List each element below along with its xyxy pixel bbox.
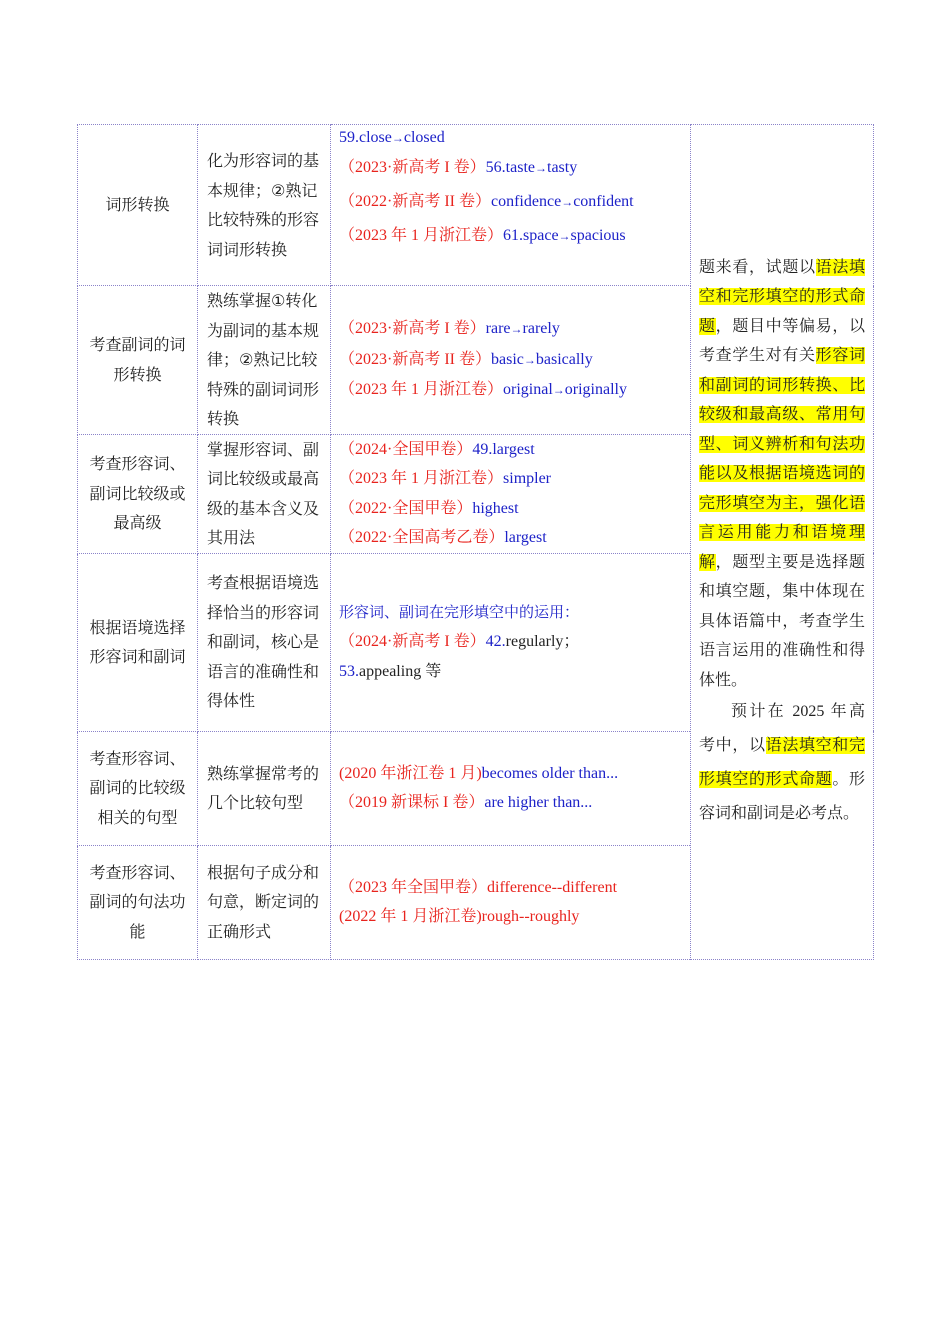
- examples-cell: [331, 553, 691, 731]
- requirement-cell: 根据句子成分和句意，断定词的正确形式: [198, 845, 331, 959]
- examples-cell: [331, 125, 691, 286]
- analysis-cell: [691, 125, 874, 960]
- example-line: （2023·新高考 I 卷）56.taste→tasty: [339, 159, 578, 176]
- topic-cell: 考查副词的词形转换: [78, 286, 198, 435]
- topic-cell: 考查形容词、副词比较级或最高级: [78, 434, 198, 553]
- example-line: （2023 年 1 月浙江卷）61.space→spacious: [339, 227, 626, 244]
- examples-cell: [331, 731, 691, 845]
- example-line: 53.appealing 等: [339, 662, 442, 680]
- topic-cell: 词形转换: [78, 125, 198, 286]
- example-line: 59.close→closed: [339, 129, 445, 146]
- table-row: [78, 125, 874, 286]
- example-heading: 形容词、副词在完形填空中的运用：: [339, 602, 580, 621]
- grammar-table: [77, 124, 874, 960]
- examples-cell: [331, 286, 691, 435]
- example-line: （2022·全国高考乙卷）largest: [339, 529, 547, 546]
- example-line: （2023 年 1 月浙江卷）simpler: [339, 470, 552, 487]
- topic-cell: 考查形容词、副词的比较级相关的句型: [78, 731, 198, 845]
- example-line: (2020 年浙江卷 1 月)becomes older than...: [339, 764, 619, 782]
- topic-cell: 考查形容词、副词的句法功能: [78, 845, 198, 959]
- topic-cell: 根据语境选择形容词和副词: [78, 553, 198, 731]
- example-line: （2023 年全国甲卷）difference--different: [339, 878, 618, 896]
- analysis-paragraph-2: 预计在 2025 年高考中，以语法填空和完形填空的形式命题。形容词和副词是必考点。: [699, 703, 865, 822]
- example-line: （2024·新高考 I 卷）42.regularly；: [339, 633, 580, 651]
- example-line: (2022 年 1 月浙江卷)rough--roughly: [339, 908, 580, 925]
- requirement-cell: 掌握形容词、副词比较级或最高级的基本含义及其用法: [198, 434, 331, 553]
- requirement-cell: 熟练掌握常考的几个比较句型: [198, 731, 331, 845]
- examples-cell: [331, 845, 691, 959]
- example-line: （2022·新高考 II 卷）confidence→confident: [339, 193, 634, 210]
- example-line: （2019 新课标 I 卷）are higher than...: [339, 794, 593, 811]
- analysis-paragraph-1: 题来看，试题以语法填空和完形填空的形式命题，题目中等偏易，以考查学生对有关形容词和副词的词形转换、比较级和最高级、常用句型、词义辨析和句法功能以及根据语境选词的完形填空为主，强化语言运用能力和语境理解，题型主要是选择题和填空题，集中体现在具体语篇中，考查学生语言运用的准确性和得体性。: [699, 258, 865, 689]
- example-line: （2023·新高考 II 卷）basic→basically: [339, 350, 593, 368]
- example-line: （2024·全国甲卷）49.largest: [339, 440, 535, 458]
- example-line: （2023 年 1 月浙江卷）original→originally: [339, 381, 627, 398]
- example-line: （2022·全国甲卷）highest: [339, 499, 519, 517]
- requirement-cell: 熟练掌握①转化为副词的基本规律；②熟记比较特殊的副词词形转换: [198, 286, 331, 435]
- example-line: （2023·新高考 I 卷）rare→rarely: [339, 320, 560, 337]
- requirement-cell: 考查根据语境选择恰当的形容词和副词，核心是语言的准确性和得体性: [198, 553, 331, 731]
- requirement-cell: 化为形容词的基本规律；②熟记比较特殊的形容词词形转换: [198, 125, 331, 286]
- examples-cell: [331, 434, 691, 553]
